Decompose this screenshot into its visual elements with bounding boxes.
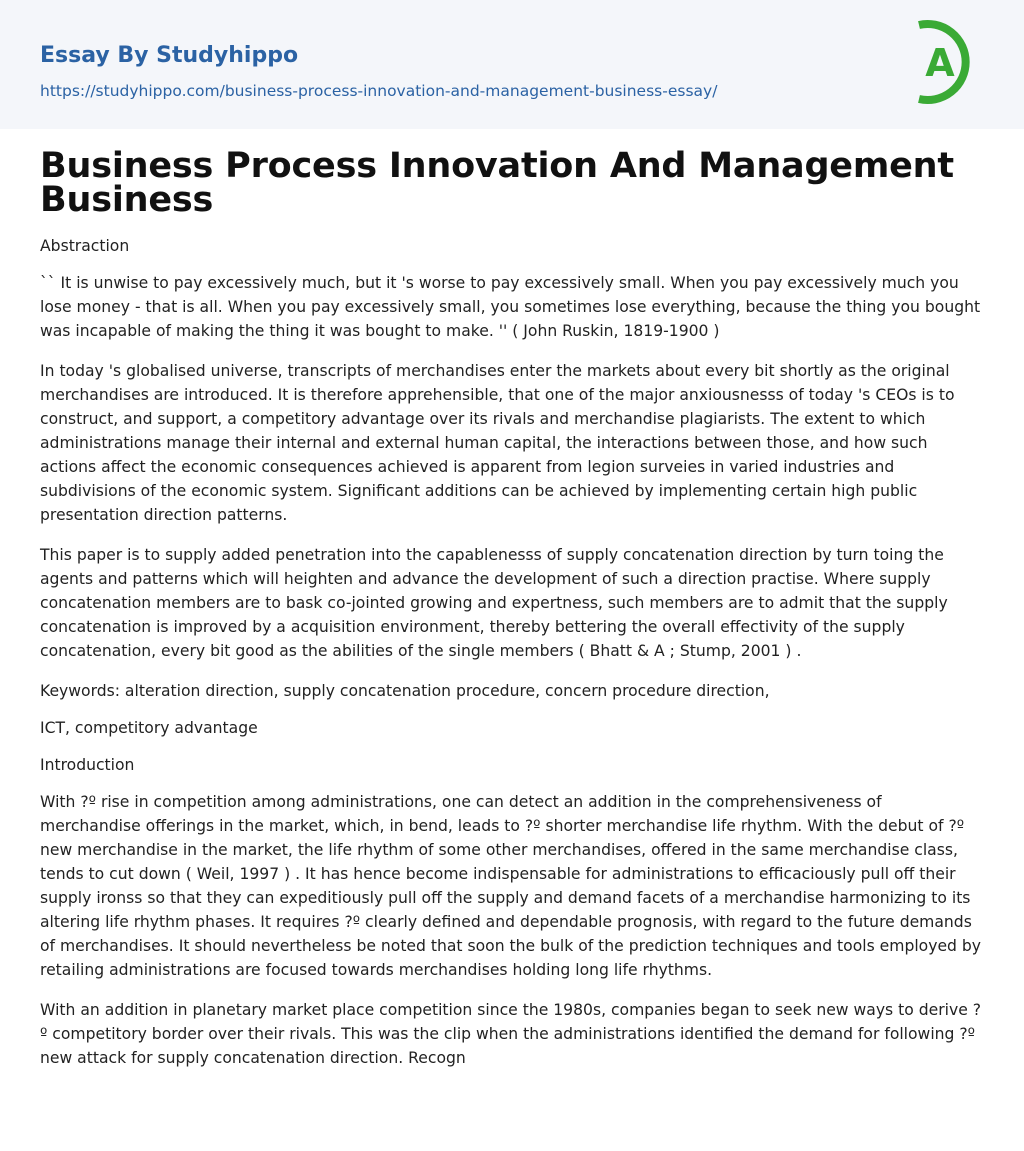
page-title: Business Process Innovation And Management Business <box>40 146 954 220</box>
quote-paragraph: `` It is unwise to pay excessively much, but it 's worse to pay excessively small. When you pay excessively much you lose money - that is all. When you pay excessively small, you sometimes lose everything, because the thing you bought was incapable of making the thing it was bought to make. '' ( John Ruskin, 1819-1900 ) <box>40 274 981 340</box>
section-heading-introduction: Introduction <box>40 756 135 774</box>
article-body <box>0 146 1024 1070</box>
keywords-line: Keywords: alteration direction, supply concatenation procedure, concern procedure direction, <box>40 682 770 700</box>
body-paragraph: With ?º rise in competition among administrations, one can detect an addition in the comprehensiveness of merchandise offerings in the market, which, in bend, leads to ?º shorter merchandise life rhythm. With the debut of ?º new merchandise in the market, the life rhythm of some other merchandises, offered in the same merchandise class, tends to cut down ( Weil, 1997 ) . It has hence become indispensable for administrations to efficaciously pull off their supply ironss so that they can expeditiously pull off the supply and demand facets of a merchandise harmonizing to its altering life rhythm phases. It requires ?º clearly defined and dependable prognosis, with regard to the future demands of merchandises. It should nevertheless be noted that soon the bulk of the prediction techniques and tools employed by retailing administrations are focused towards merchandises holding long life rhythms. <box>40 793 982 979</box>
source-url-link[interactable]: https://studyhippo.com/business-process-innovation-and-management-business-essay/ <box>40 82 718 100</box>
section-heading-abstraction: Abstraction <box>40 237 130 255</box>
site-header <box>0 0 1024 129</box>
logo-letter: A <box>925 41 955 85</box>
studyhippo-logo-icon[interactable] <box>914 18 986 106</box>
body-paragraph: This paper is to supply added penetration into the capablenesss of supply concatenation direction by turn toing the agents and patterns which will heighten and advance the development of such a direction practise. Where supply concatenation members are to bask co-jointed growing and expertness, such members are to admit that the supply concatenation is improved by a acquisition environment, thereby bettering the overall effectivity of the supply concatenation, every bit good as the abilities of the single members ( Bhatt & A ; Stump, 2001 ) . <box>40 546 948 660</box>
keywords-line-continued: ICT, competitory advantage <box>40 719 258 737</box>
body-paragraph: In today 's globalised universe, transcripts of merchandises enter the markets about every bit shortly as the original merchandises are introduced. It is therefore apprehensible, that one of the major anxiousnesss of today 's CEOs is to construct, and support, a competitory advantage over its rivals and merchandise plagiarists. The extent to which administrations manage their internal and external human capital, the interactions between those, and how such actions affect the economic consequences achieved is apparent from legion surveies in varied industries and subdivisions of the economic system. Significant additions can be achieved by implementing certain high public presentation direction patterns. <box>40 362 955 524</box>
body-paragraph-truncated: With an addition in planetary market place competition since the 1980s, companies began to seek new ways to derive ?º competitory border over their rivals. This was the clip when the administrations identified the demand for following ?º new attack for supply concatenation direction. Recogn <box>40 1001 982 1067</box>
site-title[interactable]: Essay By Studyhippo <box>40 43 299 68</box>
